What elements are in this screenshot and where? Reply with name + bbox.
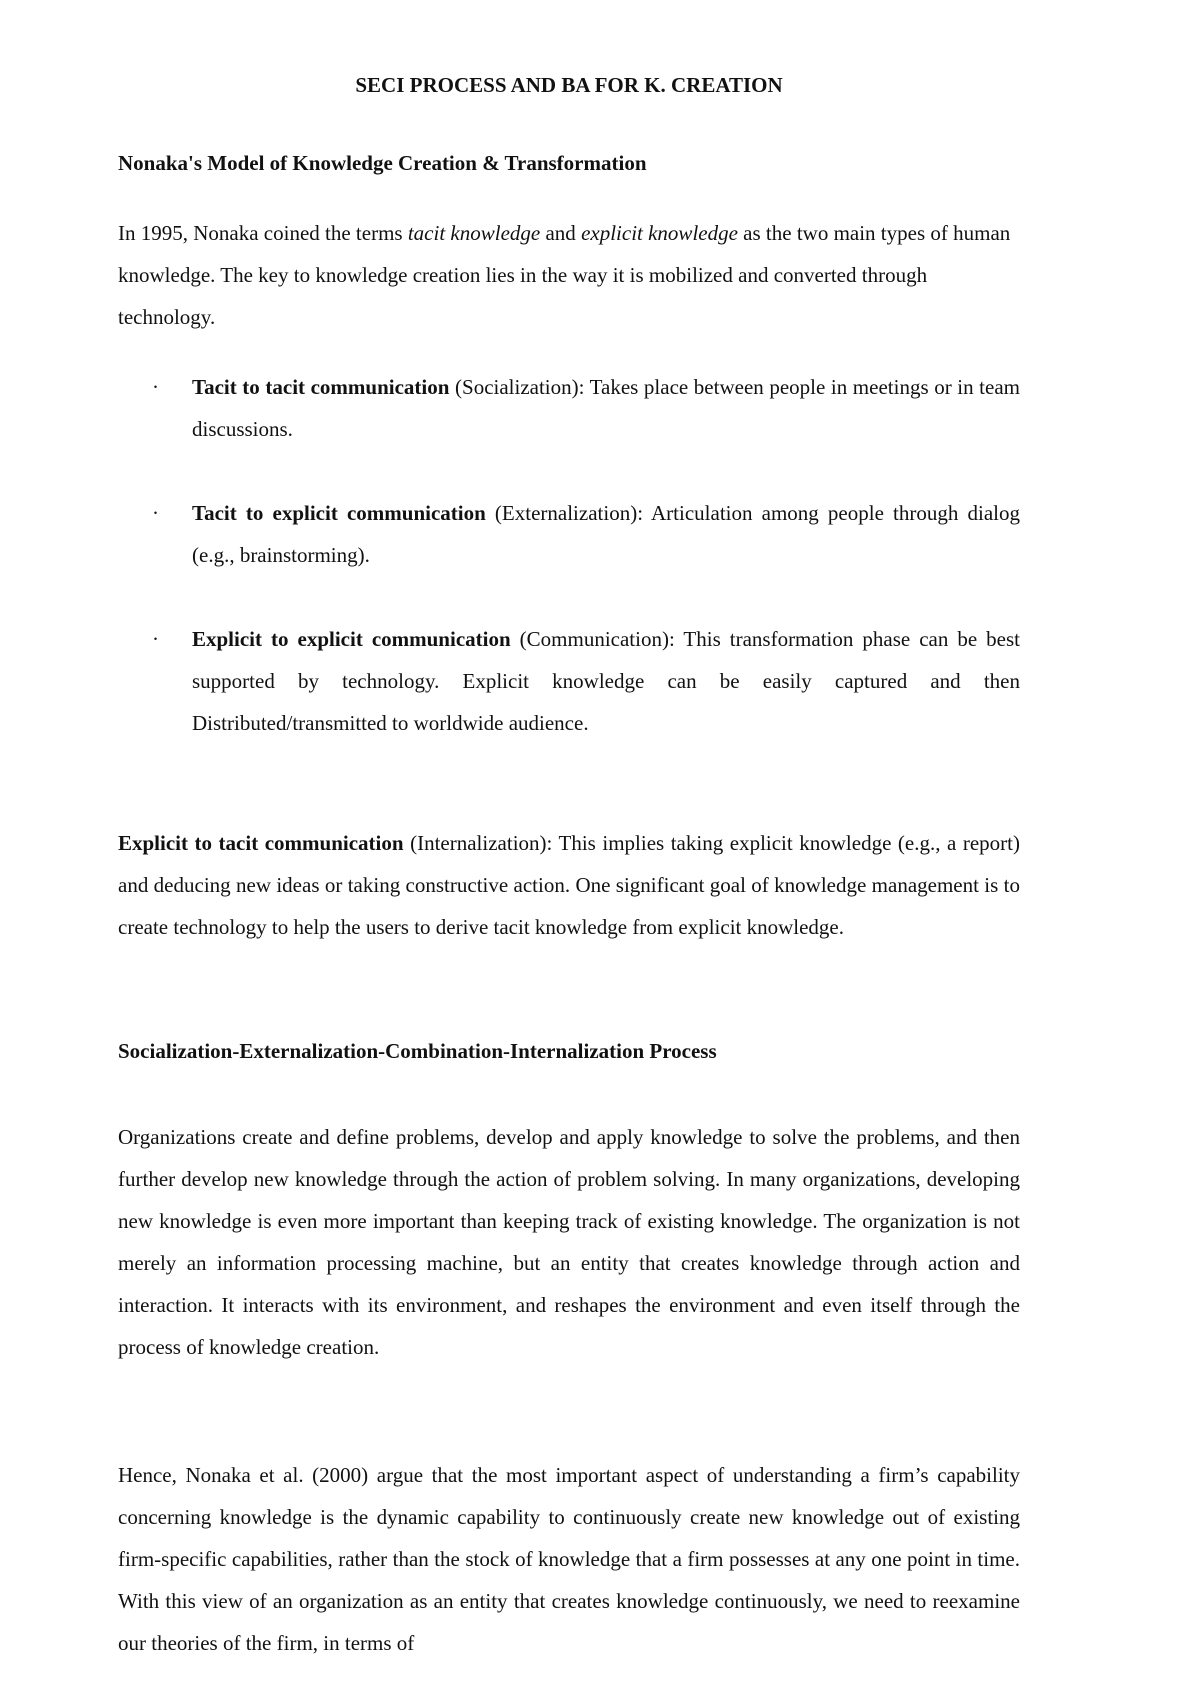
bullet-marker: · bbox=[152, 501, 159, 525]
bullet-marker: · bbox=[152, 627, 159, 651]
internalization-term: Explicit to tacit communication bbox=[118, 831, 404, 855]
bullet-item-socialization bbox=[192, 366, 1020, 450]
section-heading-seci-process: Socialization-Externalization-Combination-Internalization Process bbox=[118, 1039, 717, 1063]
intro-text-1: In 1995, Nonaka coined the terms bbox=[118, 221, 408, 245]
document-title: SECI PROCESS AND BA FOR K. CREATION bbox=[355, 73, 783, 97]
bullet-term: Explicit to explicit communication bbox=[192, 627, 511, 651]
bullet-description: (Socialization): Takes place between people in meetings or in team discussions. bbox=[192, 375, 1020, 441]
term-explicit-knowledge: explicit knowledge bbox=[581, 221, 738, 245]
organizations-paragraph: Organizations create and define problems, develop and apply knowledge to solve the problems, and then further develop new knowledge through the action of problem solving. In many organizations, developing new knowledge is even more important than keeping track of existing knowledge. The organization is not merely an information processing machine, but an entity that creates knowledge through action and interaction. It interacts with its environment, and reshapes the environment and even itself through the process of knowledge creation. bbox=[118, 1125, 1020, 1359]
bullet-item-externalization bbox=[192, 492, 1020, 576]
internalization-paragraph bbox=[118, 822, 1020, 948]
bullet-term: Tacit to tacit communication bbox=[192, 375, 450, 399]
bullet-description: (Externalization): Articulation among people through dialog (e.g., brainstorming). bbox=[192, 501, 1020, 567]
bullet-marker: · bbox=[152, 375, 159, 399]
internalization-description: (Internalization): This implies taking explicit knowledge (e.g., a report) and deducing new ideas or taking constructive action. One significant goal of knowledge management is to create technology to help the users to derive tacit knowledge from explicit knowledge. bbox=[118, 831, 1020, 939]
intro-paragraph bbox=[118, 212, 1020, 338]
nonaka-argument-paragraph: Hence, Nonaka et al. (2000) argue that the most important aspect of understanding a firm’s capability concerning knowledge is the dynamic capability to continuously create new knowledge out of existing firm-specific capabilities, rather than the stock of knowledge that a firm possesses at any one point in time. With this view of an organization as an entity that creates knowledge continuously, we need to reexamine our theories of the firm, in terms of bbox=[118, 1463, 1020, 1655]
intro-text-3: as the two main types of human knowledge. The key to knowledge creation lies in the way it is mobilized and converted through technology. bbox=[118, 221, 1011, 329]
bullet-description: (Communication): This transformation phase can be best supported by technology. Explicit knowledge can be easily captured and then Distributed/transmitted to worldwide audience. bbox=[192, 627, 1020, 735]
intro-text-2: and bbox=[540, 221, 582, 245]
term-tacit-knowledge: tacit knowledge bbox=[407, 221, 541, 245]
bullet-item-communication bbox=[192, 618, 1020, 744]
bullet-term: Tacit to explicit communication bbox=[192, 501, 486, 525]
section-heading-nonaka-model: Nonaka's Model of Knowledge Creation & Transformation bbox=[118, 151, 647, 175]
